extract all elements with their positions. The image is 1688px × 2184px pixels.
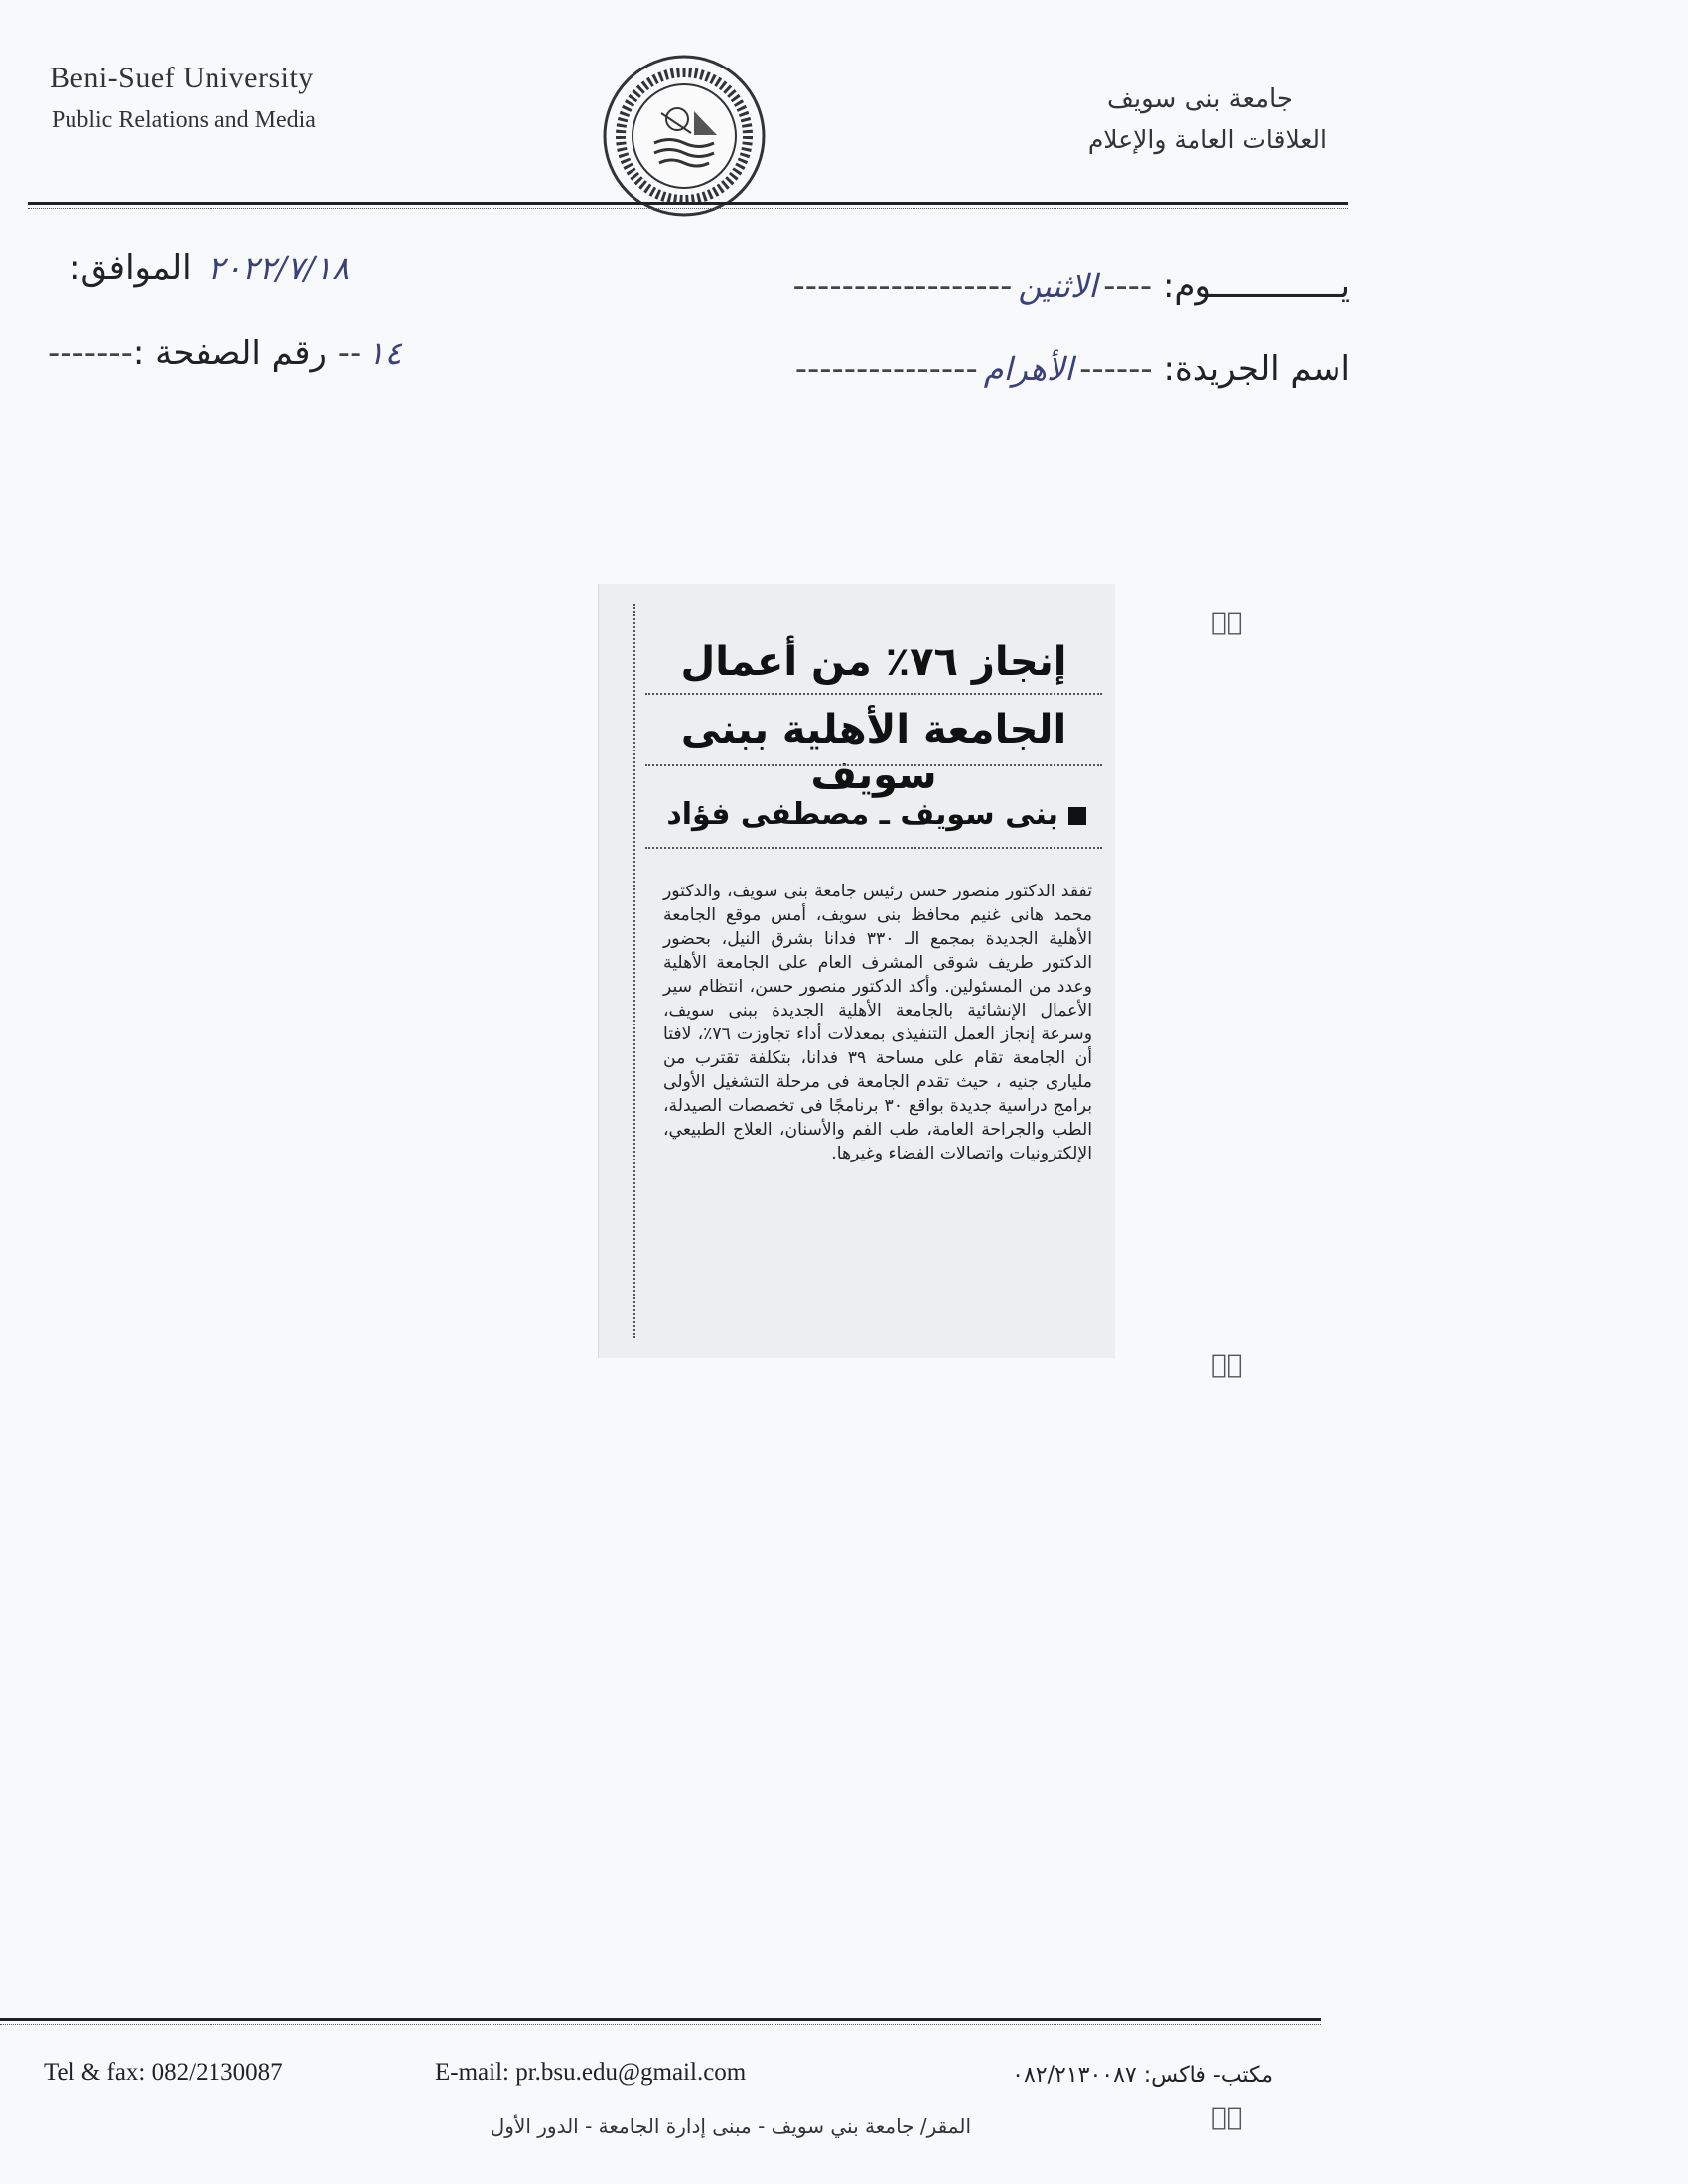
pen-mark: ⸗ٖ	[1211, 608, 1243, 637]
date-label: الموافق:	[70, 248, 192, 288]
university-name-ar: جامعة بنى سويف	[1106, 84, 1293, 114]
footer-address: المقر/ جامعة بني سويف - مبنى إدارة الجامعة - الدور الأول	[490, 2115, 971, 2138]
department-name-ar: العلاقات العامة والإعلام	[1087, 125, 1327, 154]
day-field: يـــــــــــــوم: ----الاثنين------------------	[792, 266, 1350, 306]
footer-office-fax: مكتب- فاكس: ٠٨٢/٢١٣٠٠٨٧	[1012, 2063, 1273, 2088]
newspaper-value: الأهرام	[983, 350, 1074, 388]
department-name-en: Public Relations and Media	[52, 107, 316, 133]
date-value: ٢٠٢٢/٧/١٨	[208, 249, 350, 287]
day-label: يـــــــــــــوم:	[1162, 266, 1350, 306]
university-seal-icon	[600, 52, 769, 220]
headline-separator	[645, 693, 1102, 695]
article-paragraph: تفقد الدكتور منصور حسن رئيس جامعة بنى سويف، والدكتور محمد هانى غنيم محافظ بنى سويف، أمس موقع الجامعة الأهلية الجديدة بمجمع الـ ٣٣٠ فدانا بشرق النيل، بحضور الدكتور طريف شوقى المشرف العام على الجامعة الأهلية وعدد من المسئولين. وأكد الدكتور منصور حسن، انتظام سير الأعمال الإنشائية بالجامعة الأهلية الجديدة ببنى سويف، وسرعة إنجاز العمل التنفيذى بمعدلات أداء تجاوزت ٧٦٪، لافتا أن الجامعة تقام على مساحة ٣٩ فدانا، بتكلفة تقترب من مليارى جنيه ، حيث تقدم الجامعة فى مرحلة التشغيل الأولى برامج دراسية جديدة بواقع ٣٠ برنامجًا فى تخصصات الصيدلة، الطب والجراحة العامة، طب الفم والأسنان، العلاج الطبيعي، الإلكترونيات واتصالات الفضاء وغيرها.	[663, 882, 1092, 1163]
footer-divider	[0, 2018, 1321, 2025]
newspaper-clipping	[598, 584, 1115, 1358]
header-divider	[28, 202, 1348, 209]
article-column	[633, 604, 1112, 1338]
page-number-value: ١٤	[367, 335, 402, 372]
byline-divider	[645, 847, 1102, 849]
pen-mark: ⸗ٖ	[1211, 2103, 1243, 2132]
page-number-field: ------- ١٤-- رقم الصفحة :	[48, 334, 408, 373]
newspaper-label: اسم الجريدة:	[1163, 349, 1350, 389]
article-body	[663, 880, 1092, 1165]
byline-text: بنى سويف ـ مصطفى فؤاد	[666, 797, 1058, 832]
footer-tel-fax: Tel & fax: 082/2130087	[44, 2059, 283, 2086]
pen-mark: ⸗ٖ	[1211, 1350, 1243, 1380]
headline-divider	[645, 764, 1102, 766]
page-number-label: رقم الصفحة :	[132, 334, 327, 373]
footer-email: E-mail: pr.bsu.edu@gmail.com	[435, 2059, 747, 2086]
university-name-en: Beni-Suef University	[50, 62, 314, 94]
newspaper-field: اسم الجريدة: ------الأهرام---------------	[794, 349, 1350, 389]
headline-line-2: الجامعة الأهلية ببنى سويف	[680, 707, 1067, 798]
headline-line-1: إنجاز ٧٦٪ من أعمال	[680, 639, 1067, 685]
day-value: الاثنين	[1018, 267, 1098, 305]
byline	[666, 797, 1086, 832]
square-bullet-icon	[1068, 807, 1086, 825]
date-field	[70, 248, 354, 288]
